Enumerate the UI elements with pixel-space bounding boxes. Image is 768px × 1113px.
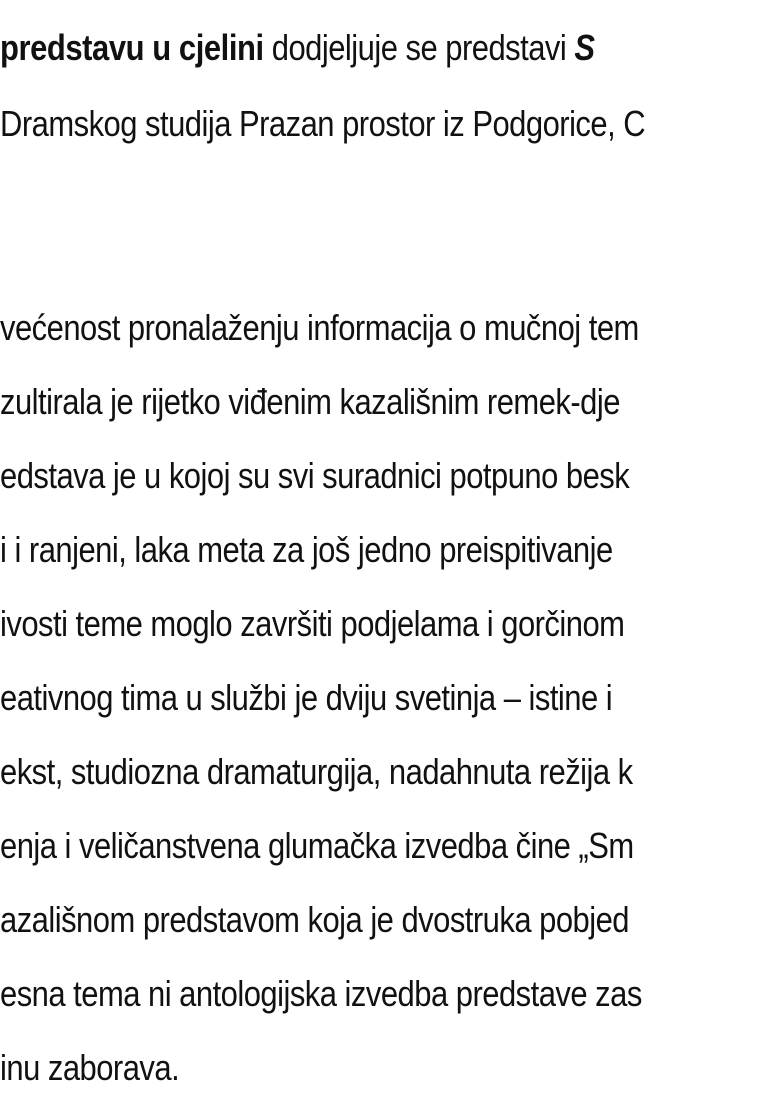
body-line-6 [0, 676, 612, 720]
body-line-2 [0, 380, 620, 424]
intro-line-2 [0, 102, 645, 146]
body-line-4 [0, 528, 613, 572]
body-line-8 [0, 824, 634, 868]
body-line-text: ivosti teme moglo završiti podjelama i gorčinom [0, 603, 625, 644]
award-category: predstavu u cjelini [0, 27, 264, 68]
body-line-text: eativnog tima u službi je dviju svetinja – istine i [0, 677, 613, 718]
body-line-text: i i ranjeni, laka meta za još jedno preispitivanje [0, 529, 613, 570]
body-line-text: inu zaborava. [0, 1047, 180, 1088]
body-line-text: azališnom predstavom koja je dvostruka pobjed [0, 899, 630, 940]
body-line-3 [0, 454, 629, 498]
award-text: dodjeljuje se predstavi [263, 27, 575, 68]
body-line-7 [0, 750, 633, 794]
body-line-text: ekst, studiozna dramaturgija, nadahnuta režija k [0, 751, 633, 792]
intro-line-1 [0, 26, 594, 70]
body-line-1 [0, 306, 639, 350]
body-line-text: većenost pronalaženju informacija o mučnoj tem [0, 307, 639, 348]
body-line-text: edstava je u kojoj su svi suradnici potpuno besk [0, 455, 630, 496]
body-line-text: zultirala je rijetko viđenim kazališnim remek-dje [0, 381, 620, 422]
body-line-11 [0, 1046, 179, 1090]
body-line-text: esna tema ni antologijska izvedba predstave zas [0, 973, 642, 1014]
body-line-10 [0, 972, 642, 1016]
play-title-fragment: S [574, 27, 595, 68]
body-line-9 [0, 898, 629, 942]
intro-line-2-text: Dramskog studija Prazan prostor iz Podgorice, C [0, 103, 646, 144]
body-line-text: enja i veličanstvena glumačka izvedba čine „Sm [0, 825, 634, 866]
body-line-5 [0, 602, 624, 646]
